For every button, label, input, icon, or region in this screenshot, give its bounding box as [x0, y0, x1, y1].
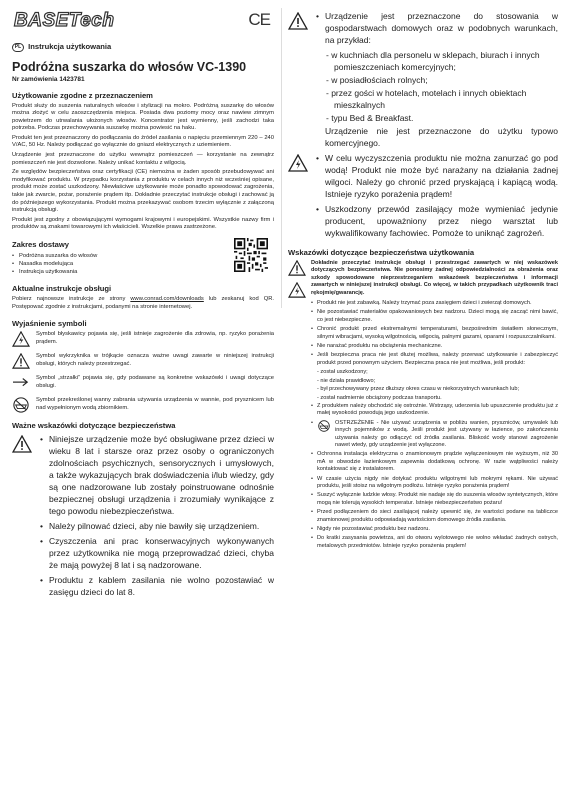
subtitle-text: Instrukcja użytkowania [28, 42, 112, 51]
safety-heading: Wskazówki dotyczące bezpieczeństwa użytkowania [288, 248, 475, 257]
list-item: • W celu wyczyszczenia produktu nie można zanurzać go pod wodą! Produkt nie może być narażany na działania żadnej wilgoci. Należy go chronić przed pryskającą i kapiącą wodą. Istnieje ryzyko porażenia prądem! [316, 152, 558, 200]
intended-use-paragraph: Urządzenie jest przeznaczone do użytku wewnątrz pomieszczeń — korzystanie na zewnątrz pomieszczeń nie jest dozwolone. Należy unikać kontaktu z wilgocią. [12, 152, 274, 166]
manuals-text-after: lub zeskanuj kod QR. Postępować zgodnie z instrukcjami, podanymi na stronie internetowej. [12, 296, 274, 310]
exclamation-warning-icon [288, 260, 306, 276]
list-item: • Produkt nie jest zabawką. Należy trzymać poza zasięgiem dzieci i zwierząt domowych. [311, 300, 558, 307]
safety-list [311, 260, 558, 552]
list-item: • Uszkodzony przewód zasilający może wymieniać jedynie producent, upoważniony przez niego warsztat lub wykwalifikowany fachowiec. Pomoże to uniknąć zagrożeń. [316, 203, 558, 239]
manuals-text [12, 296, 274, 311]
no-bath-icon [317, 420, 331, 432]
exclamation-warning-icon [12, 435, 32, 453]
symbol-row [12, 353, 274, 369]
order-number: Nr zamówienia 1423781 [12, 75, 85, 83]
sub-list-item: - został uszkodzony; [317, 369, 368, 376]
list-item: • Urządzenie jest przeznaczone do stosowania w gospodarstwach domowych oraz w podobnych warunkach, na przykład: [316, 10, 558, 46]
symbol-description: Symbol „strzałki” pojawia się, gdy podawane są konkretne wskazówki i uwagi dotyczące obsługi. [36, 375, 274, 389]
water-list [316, 152, 558, 242]
sub-list-item: - w posiadłościach rolnych; [326, 75, 428, 85]
list-item: • Nasadka modelująca [12, 260, 274, 268]
list-item: • Podróżna suszarka do włosów [12, 252, 274, 260]
sub-list-item: - w kuchniach dla personelu w sklepach, biurach i innych pomieszczeniach komercyjnych; [326, 50, 540, 72]
lightning-warning-icon [288, 282, 306, 298]
brand-logo: BASETech [14, 10, 115, 31]
symbol-row [12, 397, 274, 413]
list-item: • Jeśli bezpieczna praca nie jest dłużej możliwa, należy przerwać użytkowanie i zabezpieczyć produkt przed ponownym użyciem. Bezpieczna praca nie jest możliwa, jeśli produkt: [311, 352, 558, 367]
intended-use-paragraph: Produkt służy do suszenia naturalnych włosów i stylizacji na mokro. Podróżną suszarkę do włosów można złożyć w celu zaoszczędzenia miejsca. Posiada dwa poziomy mocy oraz nawiew zimnym powietrzem do utrwalania ułożonych włosów. Koncentrator jest wymienny, jeśli zachodzi taka potrzeba. Podczas przechowywania suszarkę można powiesić na haku. [12, 102, 274, 132]
list-item: • Suszyć wyłącznie ludzkie włosy. Produkt nie nadaje się do suszenia włosów syntetycznych, które mogą nie tolerują wysokich temperatur. Istnieje niebezpieczeństwo pożaru! [311, 492, 558, 507]
arrow-icon [12, 375, 30, 391]
manuals-heading: Aktualne instrukcje obsługi [12, 284, 112, 293]
page-title: Podróżna suszarka do włosów VC-1390 [12, 59, 247, 74]
list-item: • Produktu z kablem zasilania nie wolno pozostawiać w zasięgu dzieci do lat 8. [40, 574, 274, 598]
list-item: • Chronić produkt przed ekstremalnymi temperaturami, bezpośrednim światłem słonecznym, silnymi wibracjami, wysoką wilgotnością, wilgocią, palnymi gazami, oparami i rozpuszczalnikami. [311, 326, 558, 341]
household-section [288, 10, 558, 152]
household-list [316, 10, 558, 152]
warning-text: • OSTRZEŻENIE - Nie używać urządzenia w pobliżu wanien, pryszniców, umywalek lub innych pojemników z wodą. Jeśli produkt jest używany w łazience, po zakończeniu używania należy go odłączyć od źródła zasilania. Bliskość wody stanowi zagrożenie nawet wtedy, gdy urządzenie jest wyłączone. [335, 419, 558, 448]
safety-icons [288, 260, 306, 552]
delivery-section [12, 240, 274, 276]
right-column [288, 10, 558, 552]
list-item: • Do kratki zasysania powietrza, ani do otworu wylotowego nie wolno wkładać żadnych ostrych, metalowych przedmiotów. Istnieje ryzyko porażenia prądem! [311, 535, 558, 550]
important-safety-list [40, 433, 274, 601]
list-item: • Nie pozostawiać materiałów opakowaniowych bez nadzoru. Dzieci mogą się zacząć nimi bawić, co jest niebezpieczne. [311, 309, 558, 324]
lightning-warning-icon [288, 154, 308, 172]
symbols-heading: Wyjaśnienie symboli [12, 319, 87, 329]
subtitle [12, 42, 274, 52]
list-item: • Przed podłączeniem do sieci zasilającej należy upewnić się, że wartości podane na tabliczce znamionowej produktu odpowiadają wartościom domowego źródła zasilania. [311, 509, 558, 524]
safety-intro: Dokładnie przeczytać instrukcje obsługi i przestrzegać zawartych w niej wskazówek dotyczących bezpieczeństwa. Nie ponosimy żadnej odpowiedzialności za obrażenia oraz szkody spowodowane nieprzestrzeganiem wskazówek bezpieczeństwa i informacji zawartych w niniejszej instrukcji obsługi. Co więcej, w takich przypadkach użytkownik traci rękojmię/gwarancję. [311, 260, 558, 296]
list-item: • Z produktem należy obchodzić się ostrożnie. Wstrząsy, uderzenia lub upuszczenie produktu już z małej wysokości powodują jego uszkodzenie. [311, 403, 558, 418]
intended-use-heading: Użytkowanie zgodne z przeznaczeniem [12, 90, 153, 100]
language-badge-icon: PL [12, 43, 24, 52]
list-item: • Należy pilnować dzieci, aby nie bawiły się urządzeniem. [40, 520, 274, 532]
lightning-warning-icon [12, 331, 30, 347]
left-column [12, 0, 274, 601]
note-text: Urządzenie nie jest przeznaczone do użytku typowo komercyjnego. [325, 126, 558, 148]
symbol-row [12, 375, 274, 391]
delivery-heading: Zakres dostawy [12, 240, 69, 249]
sub-list-item: - był przechowywany przez dłuższy okres czasu w niekorzystnych warunkach lub; [317, 386, 520, 393]
sub-list-item: - został nadmiernie obciążony podczas transportu. [317, 394, 442, 401]
symbol-description: Symbol wykrzyknika w trójkącie oznacza ważne uwagi zawarte w niniejszej instrukcji obsługi, których należy przestrzegać. [36, 353, 274, 367]
sub-list-item: - nie działa prawidłowo; [317, 377, 376, 384]
manuals-text-before: Pobierz najnowsze instrukcje ze strony [12, 296, 131, 302]
safety-section [288, 260, 558, 552]
sub-list-item: - przez gości w hotelach, motelach i innych obiektach mieszkalnych [326, 88, 527, 110]
symbol-description: Symbol błyskawicy pojawia się, jeśli istnieje zagrożenie dla zdrowia, np. ryzyko porażenia prądem. [36, 331, 274, 345]
list-item: • Ochronna instalacja elektryczna o znamionowym prądzie wyłączeniowym nie wyższym, niż 30 mA w obwodzie łazienkowym zapewnia dodatkową ochronę. W razie wątpliwości należy kontaktować się z instalatorem. [311, 451, 558, 473]
symbol-row [12, 331, 274, 347]
qr-code[interactable] [234, 238, 268, 272]
sub-list-item: - typu Bed & Breakfast. [326, 113, 414, 123]
symbol-description: Symbol przekreślonej wanny zabrania używania urządzenia w wannie, pod prysznicem lub nad wypełnionym wodą zbiornikiem. [36, 397, 274, 411]
exclamation-warning-icon [288, 12, 308, 30]
intended-use-paragraph: Produkt ten jest przeznaczony do podłączania do źródeł zasilania o napięciu przemiennym 220 – 240 V/AC, 50 Hz. Należy podłączać go wyłącznie do gniazd elektrycznych z uziemieniem. [12, 134, 274, 149]
list-item: • Nie narażać produktu na obciążenia mechaniczne. [311, 343, 558, 350]
important-safety-heading: Ważne wskazówki dotyczące bezpieczeństwa [12, 421, 176, 431]
exclamation-warning-icon [12, 353, 30, 369]
column-divider [281, 8, 282, 308]
intended-use-paragraph: Ze względów bezpieczeństwa oraz certyfikacji (CE) niemożna w żaden sposób przebudowywać ani modyfikować produktu. W przypadku korzystania z produktu w celach innych niż wcześniej opisane, produkt może zostać uszkodzony. Niewłaściwe użytkowanie może ponadto spowodować zagrożenia, takie jak zwarcie, pożar, porażenie prądem itp. Dokładnie przeczytać instrukcje obsługi i zachować ją do późniejszego wykorzystania. Produkt można przekazywać osobom trzecim wyłącznie z załączoną instrukcją obsługi. [12, 169, 274, 214]
header [12, 0, 274, 40]
list-item: • Nigdy nie pozostawiać produktu bez nadzoru. [311, 526, 558, 533]
intended-use-paragraph: Produkt jest zgodny z obowiązującymi wymogami krajowymi i europejskimi. Wszystkie nazwy firm i produktów są znakami towarowymi ich właścicieli. Wszelkie prawa zastrzeżone. [12, 216, 274, 231]
list-item: • Czyszczenia ani prac konserwacyjnych wykonywanych przez użytkownika nie mogą przeprowadzać dzieci, chyba że mają powyżej 8 lat i są nadzorowane. [40, 535, 274, 571]
list-item: • Instrukcja użytkowania [12, 268, 274, 276]
warning-item [311, 420, 558, 450]
no-bath-icon [12, 397, 30, 413]
list-item: • Niniejsze urządzenie może być obsługiwane przez dzieci w wieku 8 lat i starsze oraz przez osoby o ograniczonych zdolnościach psychicznych, sensorycznych i umysłowych, a także wykazujących brak doświadczenia i/lub wiedzy, gdy są one nadzorowane lub zostały poinstruowane odnośnie bezpiecznej obsługi urządzenia i zrozumiały wynikające z tego powodu niebezpieczeństwa. [40, 433, 274, 517]
download-link[interactable]: www.conrad.com/downloads [130, 296, 204, 302]
important-safety-section [12, 433, 274, 601]
water-section [288, 152, 558, 242]
list-item: • W czasie użycia nigdy nie dotykać produktu wilgotnymi lub mokrymi rękami. Nie używać produktu, jeśli stoisz na wilgotnym podłożu. Istnieje ryzyko porażenia prądem! [311, 476, 558, 491]
ce-mark: CE [248, 10, 270, 29]
